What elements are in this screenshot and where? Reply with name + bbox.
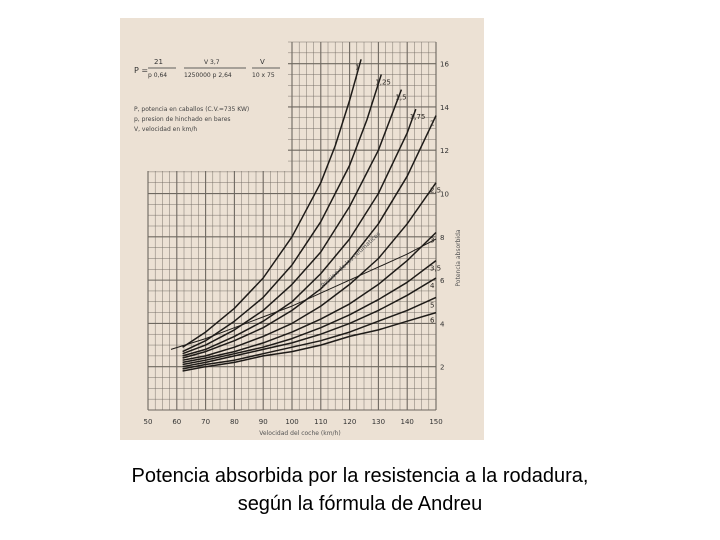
x-tick-label: 100 (285, 418, 299, 426)
x-tick-label: 80 (229, 418, 239, 426)
series-label-5: 2 (430, 119, 435, 128)
series-label-2: 1,25 (375, 78, 391, 87)
series-line-1 (183, 59, 362, 347)
formula-t1-den: p 0,64 (148, 72, 168, 79)
formula-t1-num: 21 (154, 58, 163, 66)
formula-t2-den: 1250000 p 2,64 (184, 72, 232, 79)
series-label-8: 3,5 (430, 264, 442, 273)
series-line-9 (183, 278, 436, 367)
y-tick-label: 2 (440, 363, 445, 372)
y-tick-label: 16 (440, 60, 449, 69)
legend-line-2: p, presion de hinchado en bares (134, 116, 231, 123)
figure-caption (0, 462, 720, 518)
x-tick-label: 110 (314, 418, 328, 426)
legend-line-1: P, potencia en caballos (C.V.=735 KW) (134, 106, 250, 113)
series-label-6: 2,5 (430, 186, 442, 195)
formula-block (134, 58, 280, 79)
legend (134, 106, 249, 133)
x-tick-label: 140 (400, 418, 414, 426)
series-line-6 (183, 183, 436, 361)
series-label-3: 1,5 (395, 93, 407, 102)
series-label-1: 1 (355, 63, 360, 72)
x-tick-label: 70 (201, 418, 211, 426)
y-tick-label: 12 (440, 147, 449, 156)
formula-lhs: P = (134, 66, 149, 75)
series-label-7: 3 (430, 236, 435, 245)
formula-t2-num: V 3,7 (204, 59, 220, 66)
series-label-9: 4 (430, 282, 435, 290)
curve-caption: Presion de los neumaticos (319, 230, 383, 290)
y-tick-label: 4 (440, 320, 445, 329)
x-tick-label: 130 (371, 418, 386, 426)
y-tick-label: 8 (440, 233, 445, 242)
x-tick-label: 90 (258, 418, 268, 426)
chart-scan (120, 18, 484, 440)
formula-t3-den: 10 x 75 (252, 72, 275, 79)
series-line-12 (171, 236, 436, 349)
power-chart (120, 18, 484, 440)
series-label-4: 1,75 (409, 113, 426, 122)
legend-line-3: V, velocidad en km/h (134, 126, 198, 133)
series-label-11: 6 (430, 316, 435, 325)
y-tick-label: 14 (440, 103, 449, 112)
y-axis-label: Potencia absorbida (455, 229, 462, 287)
x-tick-label: 150 (429, 418, 443, 426)
x-tick-label: 120 (342, 418, 357, 426)
grid (148, 42, 436, 410)
x-tick-label: 50 (143, 418, 153, 426)
x-tick-label: 60 (172, 418, 182, 426)
y-tick-label: 10 (440, 190, 449, 199)
series-label-10: 5 (430, 301, 435, 310)
caption-line-1: Potencia absorbida por la resistencia a la rodadura, (131, 465, 589, 487)
x-axis-label: Velocidad del coche (km/h) (259, 430, 341, 437)
formula-t3-num: V (260, 58, 265, 66)
y-tick-label: 6 (440, 277, 445, 286)
caption-line-2: según la fórmula de Andreu (237, 493, 483, 515)
